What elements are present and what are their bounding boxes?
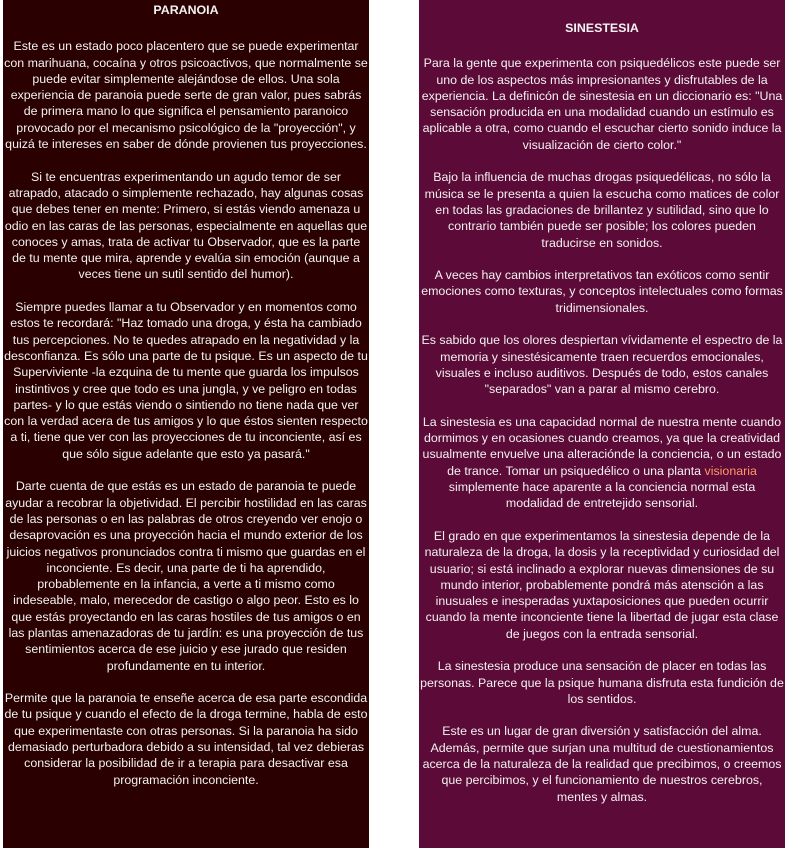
sinestesia-paragraph-5-start: La sinestesia es una capacidad normal de nuestra mente cuando dormimos y en ocasiones cuando creamos, ya que la creatividad usualmente envuelve una alteraciónde la conciencia, o un estado de trance. Tomar un psiquedélico o una planta [422, 414, 782, 478]
sinestesia-paragraph-7: La sinestesia produce una sensación de placer en todas las personas. Parece que la psique humana disfruta esta fundición de los sentidos. [420, 659, 784, 706]
sinestesia-paragraph-1: Para la gente que experimenta con psiquedélicos este puede ser uno de los aspectos más impresionantes y disfrutables de la experiencia. La definicón de sinestesia en un diccionario es: "Una sensación producida en una modalidad cuando un estímulo es aplicable a otra, como cuando el escuchar cierto sonido induce la visualización de cierto color." [421, 56, 783, 152]
paranoia-paragraph-1: Este es un estado poco placentero que se puede experimentar con marihuana, cocaína y otros psicoactivos, que normalmente se puede evitar simplemente alejándose de ellos. Una sola experiencia de paranoia puede serte de gran valor, pues sabrás de primera mano lo que significa el pensamiento paranoico provocado por el mecanismo psicológico de la "proyección", y quizá te intereses en saber de dónde provienen tus proyecciones. [4, 39, 368, 152]
paranoia-paragraph-3: Siempre puedes llamar a tu Observador y en momentos como estos te recordará: "Haz tomado una droga, y ésta ha cambiado tus percepciones. No te quedes atrapado en la negatividad y la desconfianza. Es sólo una parte de tu psique. Es un aspecto de tu Superviviente -la ezquina de tu mente que guarda los impulsos instintivos y cree que todo es una jungla, y ve peligro en todas partes- y lo que estás viendo o sintiendo no tiene nada que ver con la verdad acera de tus amigos y lo que éstos sienten respecto a ti, tiene que ver con las proyecciones de tu inconciente, así es que sólo sigue adelante que esto ya pasará." [4, 300, 368, 461]
paranoia-paragraph-2: Si te encuentras experimentando un agudo temor de ser atrapado, atacado o simplemente rechazado, hay algunas cosas que debes tener en mente: Primero, si estás viendo amenaza u odio en las caras de las personas, especialmente en aquellas que conoces y amas, trata de activar tu Observador, que es la parte de tu mente que mira, aprende y evalúa sin emoción (aunque a veces tiene un sutil sentido del humor). [4, 169, 368, 282]
visionaria-link[interactable]: visionaria [704, 463, 757, 478]
sinestesia-paragraph-6: El grado en que experimentamos la sinestesia depende de la naturaleza de la droga, la dosis y la receptividad y curiosidad del usuario; si está inclinado a explorar nuevas dimensiones de su mundo interior, probablemente pondrá más atensción a las inusuales e inesperadas yuxtaposiciones que pueden ocurrir cuando la mente inconciente tiene la libertad de jugar esta clase de juegos con la entrada sensorial. [424, 528, 780, 641]
sinestesia-paragraph-5-end: simplemente hace aparente a la conciencia normal esta modalidad de entretejido sensorial. [448, 480, 756, 511]
paranoia-title: PARANOIA [153, 3, 219, 17]
sinestesia-paragraph-4: Es sabido que los olores despiertan vívidamente el espectro de la memoria y sinestésicamente traen recuerdos emocionales, visuales e incluso auditivos. Después de todo, estos canales "separados" van a parar al mismo cerebro. [421, 333, 783, 397]
paranoia-paragraph-4: Darte cuenta de que estás es un estado de paranoia te puede ayudar a recobrar la objetividad. El percibir hostilidad en las caras de las personas o en las palabras de otros creyendo ver enojo o desaprovación es una proyección hacia el mundo exterior de los juicios negativos pronunciados contra ti mismo que guardas en el inconciente. Es decir, una parte de ti ha aprendido, probablemente en la infancia, a verte a ti mismo como indeseable, malo, merecedor de castigo o algo peor. Esto es lo que estás proyectando en las caras hostiles de tus amigos o en las plantas amenazadoras de tu jardín: es una proyección de tus sentimientos acerca de ese juicio y ese jurado que residen profundamente en tu interior. [5, 479, 367, 673]
sinestesia-paragraph-3: A veces hay cambios interpretativos tan exóticos como sentir emociones como texturas, y conceptos intelectuales como formas tridimensionales. [421, 268, 783, 315]
paranoia-column [3, 0, 369, 848]
sinestesia-paragraph-2: Bajo la influencia de muchas drogas psiquedélicas, no sólo la música se le presenta a quien la escucha como matices de color en todas las gradaciones de brillantez y sutilidad, sino que lo contrario también puede ser posible; los colores pueden traducirse en sonidos. [424, 170, 780, 250]
sinestesia-title: SINESTESIA [565, 21, 639, 35]
paranoia-paragraph-5: Permite que la paranoia te enseñe acerca de esa parte escondida de tu psique y cuando el efecto de la droga termine, habla de esto que experimentaste con otras personas. Si la paranoia ha sido demasiado perturbadora debido a su intensidad, tal vez debieras considerar la posibilidad de ir a terapia para desactivar esa programación inconciente. [4, 691, 368, 787]
sinestesia-paragraph-8: Este es un lugar de gran diversión y satisfacción del alma. Además, permite que surjan una multitud de cuestionamientos acerca de la naturaleza de la realidad que precibimos, o creemos que percibimos, y el funcionamiento de nuestros cerebros, mentes y almas. [422, 724, 782, 804]
sinestesia-paragraph-5 [420, 414, 784, 512]
sinestesia-column [419, 0, 785, 848]
